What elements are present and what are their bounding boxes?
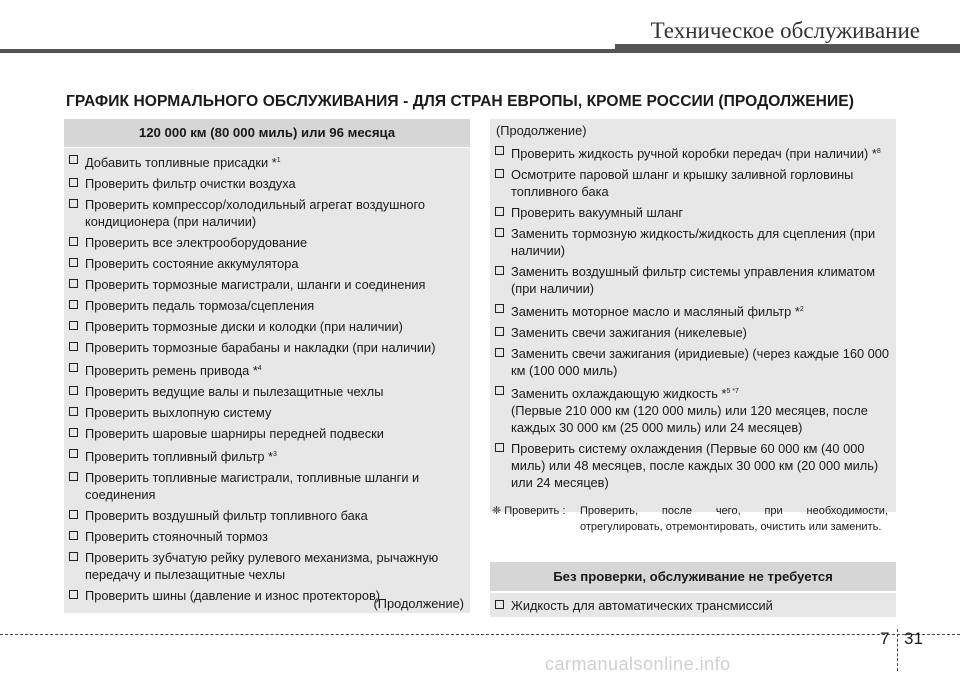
checkbox-icon xyxy=(495,443,504,452)
list-item xyxy=(69,507,466,524)
checkbox-icon xyxy=(69,510,78,519)
item-text: Заменить охлаждающую жидкость * xyxy=(511,386,727,401)
left-panel-title: 120 000 км (80 000 миль) или 96 месяца xyxy=(64,119,470,148)
item-text: Проверить стояночный тормоз xyxy=(85,529,268,544)
list-item xyxy=(495,324,892,341)
chapter-number: 7 xyxy=(880,629,890,648)
checkbox-icon xyxy=(495,600,504,609)
no-check-title: Без проверки, обслуживание не требуется xyxy=(490,562,896,591)
list-item xyxy=(495,166,892,200)
item-text: Проверить жидкость ручной коробки передач (при наличии) * xyxy=(511,146,877,161)
checkbox-icon xyxy=(69,386,78,395)
item-text: Проверить фильтр очистки воздуха xyxy=(85,176,296,191)
list-item xyxy=(69,255,466,272)
list-item xyxy=(495,440,892,491)
list-item xyxy=(495,597,892,614)
item-text: Проверить воздушный фильтр топливного бака xyxy=(85,508,368,523)
item-text: Заменить свечи зажигания (никелевые) xyxy=(511,325,747,340)
item-text: Проверить топливный фильтр * xyxy=(85,449,274,464)
list-item xyxy=(495,301,892,320)
item-text: Проверить шаровые шарниры передней подвески xyxy=(85,426,384,441)
note-lead: ❈ Проверить : xyxy=(492,505,566,517)
list-item xyxy=(69,469,466,503)
item-text: Проверить тормозные диски и колодки (при наличии) xyxy=(85,319,403,334)
checkbox-icon xyxy=(495,146,504,155)
checkbox-icon xyxy=(495,266,504,275)
checkbox-icon xyxy=(69,428,78,437)
item-text: Жидкость для автоматических трансмиссий xyxy=(511,598,773,613)
footnote-marker: 4 xyxy=(257,365,262,372)
list-item xyxy=(69,297,466,314)
list-item xyxy=(69,446,466,465)
item-extra-text: (Первые 210 000 км (120 000 миль) или 120 месяцев, после каждых 30 000 км (25 000 миль) или 24 месяцев) xyxy=(511,403,868,435)
item-text: Проверить выхлопную систему xyxy=(85,405,272,420)
continued-label-left: (Продолжение) xyxy=(373,596,464,611)
item-text: Осмотрите паровой шланг и крышку заливной горловины топливного бака xyxy=(511,167,854,199)
no-check-panel xyxy=(490,593,896,617)
checkbox-icon xyxy=(495,386,504,395)
list-item xyxy=(495,225,892,259)
checkbox-icon xyxy=(495,228,504,237)
right-schedule-panel xyxy=(490,119,896,512)
checkbox-icon xyxy=(69,342,78,351)
checkbox-icon xyxy=(69,258,78,267)
list-item xyxy=(69,528,466,545)
list-item xyxy=(69,425,466,442)
item-text: Проверить вакуумный шланг xyxy=(511,205,684,220)
list-item xyxy=(69,196,466,230)
list-item xyxy=(69,234,466,251)
footnote-marker: 8 xyxy=(876,148,881,155)
item-text: Добавить топливные присадки * xyxy=(85,155,277,170)
list-item xyxy=(69,339,466,356)
checkbox-icon xyxy=(69,279,78,288)
header-rule-accent xyxy=(615,44,960,53)
list-item xyxy=(495,143,892,162)
item-text: Проверить систему охлаждения (Первые 60 000 км (40 000 миль) или 48 месяцев, после каждых 30 000 км (20 000 миль) или 24 месяцев) xyxy=(511,441,879,490)
item-text: Заменить тормозную жидкость/жидкость для сцепления (при наличии) xyxy=(511,226,876,258)
checkbox-icon xyxy=(495,327,504,336)
left-schedule-panel xyxy=(64,119,470,613)
checkbox-icon xyxy=(69,155,78,164)
section-title: Техническое обслуживание xyxy=(650,18,920,43)
checkbox-icon xyxy=(69,321,78,330)
item-text: Проверить педаль тормоза/сцепления xyxy=(85,298,315,313)
item-text: Проверить тормозные магистрали, шланги и соединения xyxy=(85,277,426,292)
checkbox-icon xyxy=(69,590,78,599)
list-item xyxy=(69,276,466,293)
watermark: carmanualsonline.info xyxy=(545,654,731,674)
checkbox-icon xyxy=(69,531,78,540)
item-text: Проверить тормозные барабаны и накладки (при наличии) xyxy=(85,340,436,355)
checkbox-icon xyxy=(495,207,504,216)
list-item xyxy=(495,263,892,297)
list-item xyxy=(69,383,466,400)
checkbox-icon xyxy=(69,300,78,309)
item-text: Проверить шины (давление и износ протекторов) xyxy=(85,588,381,603)
footnote-marker: 1 xyxy=(276,157,281,164)
checkbox-icon xyxy=(69,552,78,561)
left-item-list xyxy=(64,148,470,604)
page-heading: ГРАФИК НОРМАЛЬНОГО ОБСЛУЖИВАНИЯ - ДЛЯ СТРАН ЕВРОПЫ, КРОМЕ РОССИИ (ПРОДОЛЖЕНИЕ) xyxy=(66,93,854,110)
checkbox-icon xyxy=(495,169,504,178)
item-text: Заменить свечи зажигания (иридиевые) (через каждые 160 000 км (100 000 миль) xyxy=(511,346,889,378)
checkbox-icon xyxy=(495,348,504,357)
item-text: Проверить ведущие валы и пылезащитные чехлы xyxy=(85,384,384,399)
item-text: Проверить зубчатую рейку рулевого механизма, рычажную передачу и пылезащитные чехлы xyxy=(85,550,439,582)
list-item xyxy=(69,152,466,171)
checkbox-icon xyxy=(69,199,78,208)
list-item xyxy=(69,175,466,192)
checkbox-icon xyxy=(69,237,78,246)
item-text: Проверить состояние аккумулятора xyxy=(85,256,299,271)
list-item xyxy=(69,318,466,335)
list-item xyxy=(495,204,892,221)
checkbox-icon xyxy=(69,449,78,458)
list-item xyxy=(495,383,892,436)
footnote-marker: 3 xyxy=(273,451,277,458)
checkbox-icon xyxy=(69,407,78,416)
item-text: Заменить моторное масло и масляный фильтр * xyxy=(511,304,800,319)
item-text: Проверить все электрооборудование xyxy=(85,235,308,250)
list-item xyxy=(69,360,466,379)
item-text: Проверить ремень привода * xyxy=(85,363,258,378)
page-number-value: 31 xyxy=(904,629,923,648)
item-text: Проверить компрессор/холодильный агрегат воздушного кондиционера (при наличии) xyxy=(85,197,426,229)
footnote-marker: 2 xyxy=(799,306,804,313)
page-separator xyxy=(897,629,898,671)
checkbox-icon xyxy=(495,304,504,313)
right-item-list xyxy=(490,139,896,491)
checkbox-icon xyxy=(69,363,78,372)
list-item xyxy=(69,549,466,583)
inspection-note xyxy=(492,503,894,535)
checkbox-icon xyxy=(69,178,78,187)
checkbox-icon xyxy=(69,472,78,481)
item-text: Заменить воздушный фильтр системы управления климатом (при наличии) xyxy=(511,264,876,296)
continued-label-right: (Продолжение) xyxy=(496,123,587,138)
list-item xyxy=(495,345,892,379)
footnote-marker: 5 *7 xyxy=(726,388,739,395)
item-text: Проверить топливные магистрали, топливные шланги и соединения xyxy=(85,470,420,502)
note-body: Проверить, после чего, при необходимости, отрегулировать, отремонтировать, очистить или заменить. xyxy=(580,505,888,533)
list-item xyxy=(69,404,466,421)
footer-rule xyxy=(0,634,960,635)
